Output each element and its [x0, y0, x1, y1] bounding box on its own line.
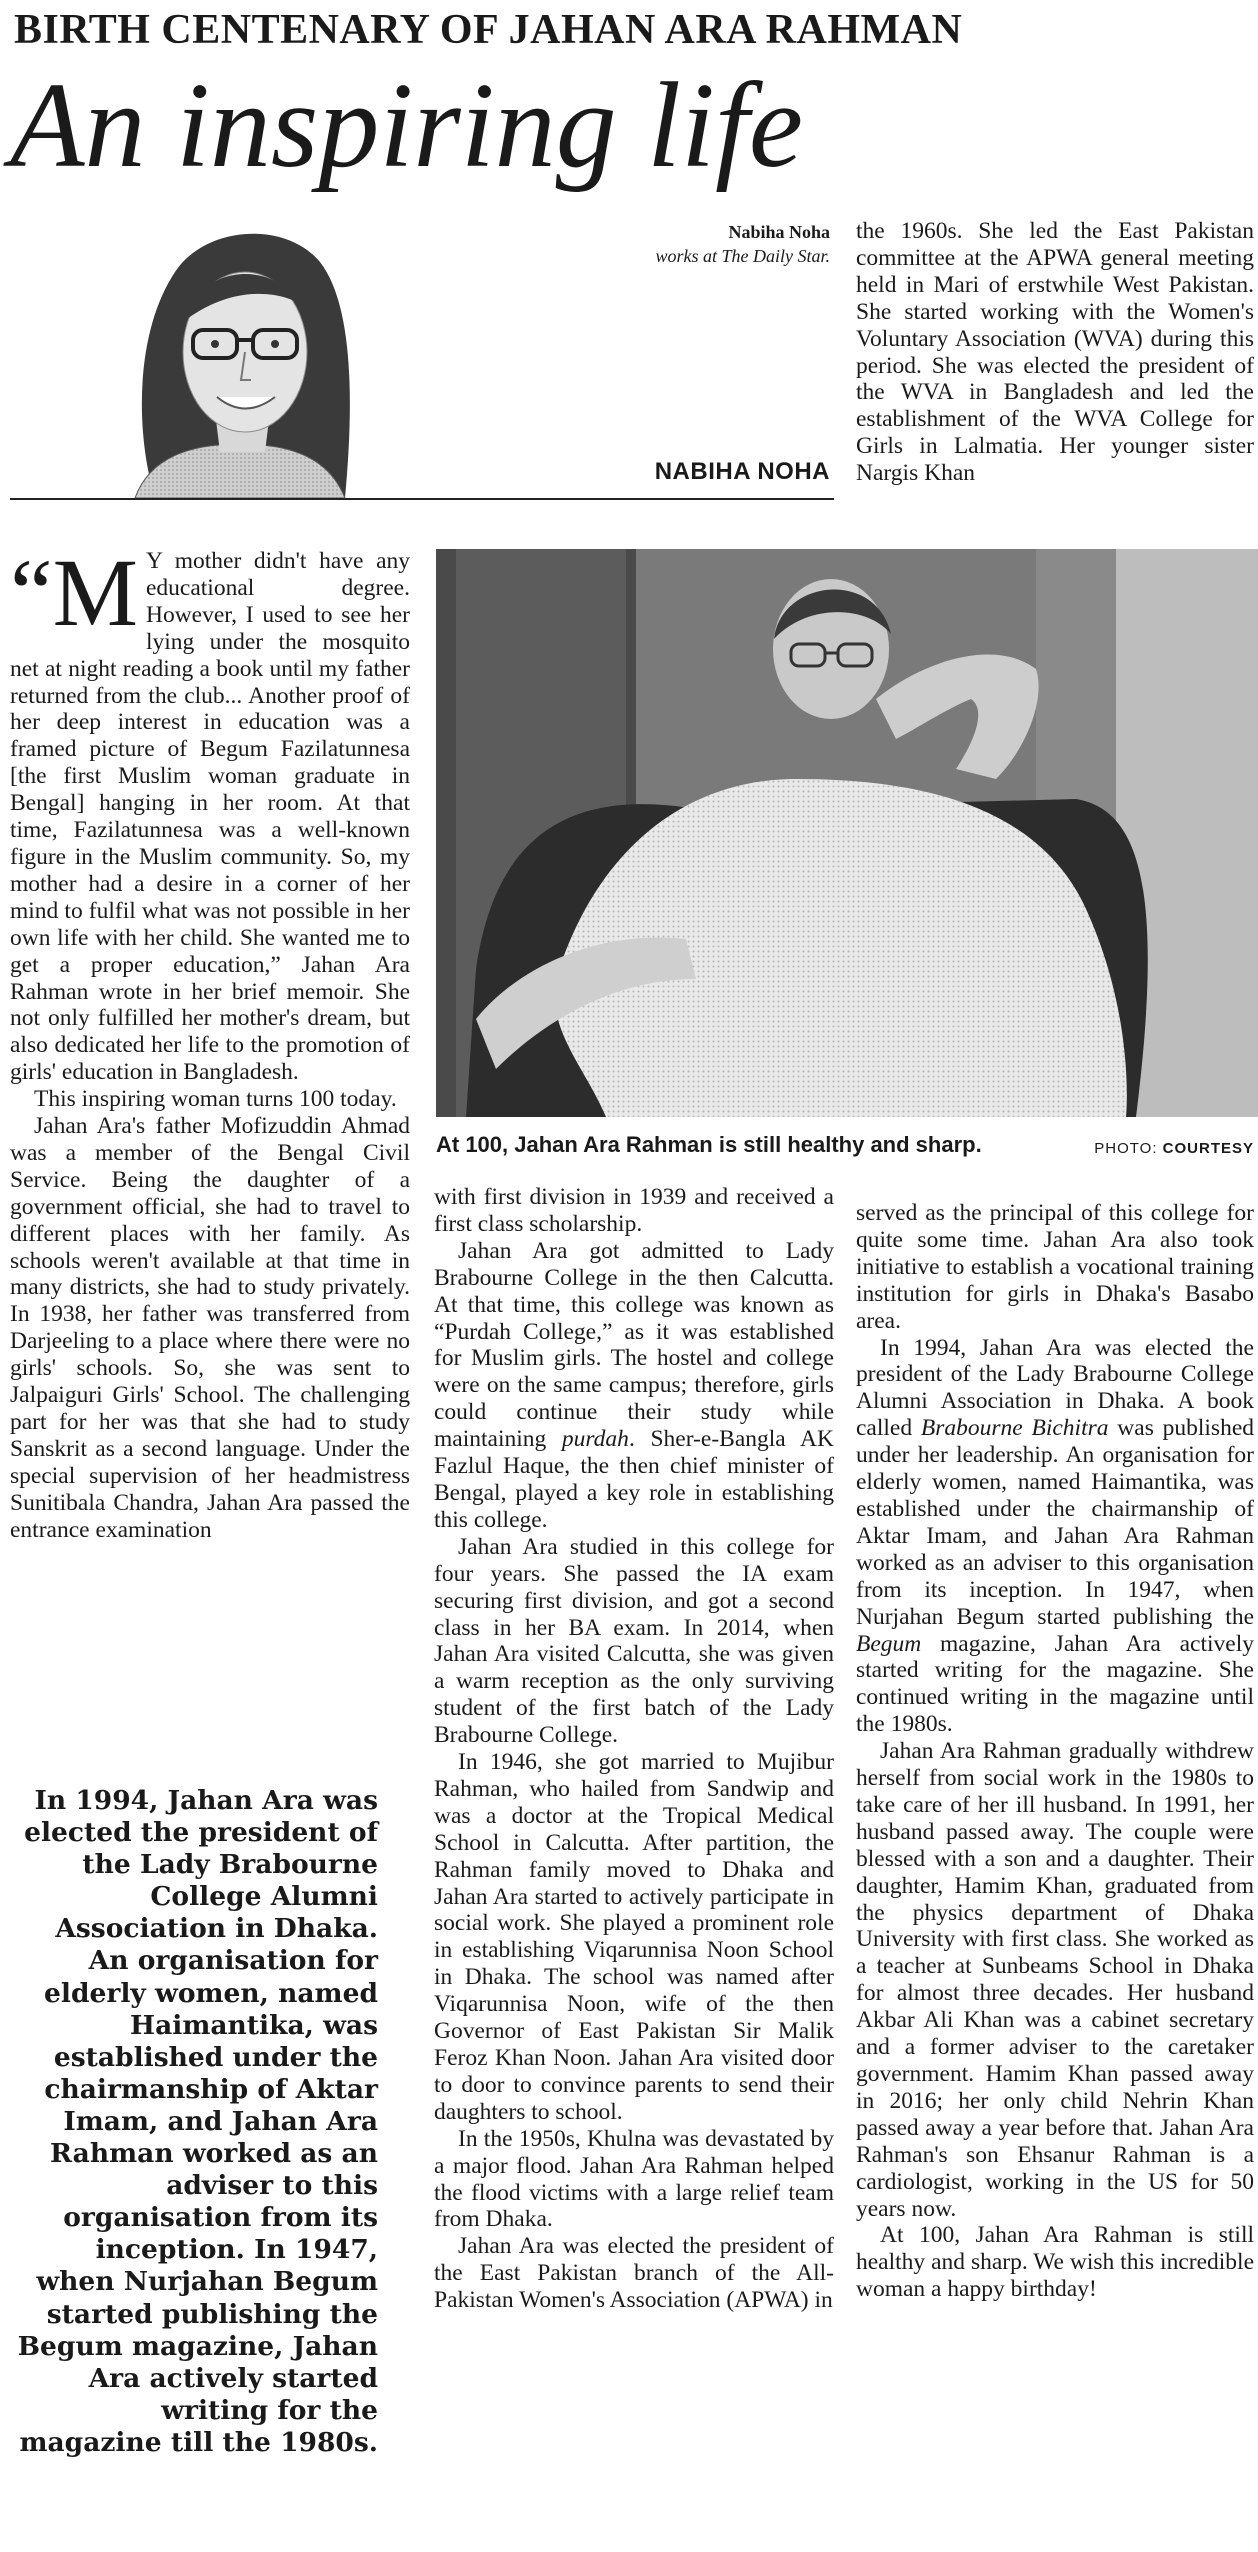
body-column-1: [10, 539, 410, 1544]
photo-credit: [1094, 1140, 1254, 1157]
paragraph: Jahan Ara was elected the president of the East Pakistan branch of the All-Pakistan Women's Association (APWA) in: [434, 2233, 834, 2314]
paragraph-text: . Sher-e-Bangla AK Fazlul Haque, the then chief minister of Bengal, played a key role in establishing this college.: [434, 1426, 834, 1533]
paragraph: [434, 1238, 834, 1534]
italic-title: Begum: [856, 1630, 922, 1657]
paragraph: In the 1950s, Khulna was devastated by a major flood. Jahan Ara Rahman helped the flood victims with a large relief team from Dhaka.: [434, 2125, 834, 2233]
intro-column: [856, 218, 1254, 487]
dropcap: “M: [10, 539, 138, 646]
paragraph-text: Jahan Ara got admitted to Lady Brabourne College in the then Calcutta. At that time, this college was known as “Purdah College,” as it was established for Muslim girls. The hostel and college were on the same campus; therefore, girls could continue their study while maintaining: [434, 1237, 834, 1453]
author-role: works at The Daily Star.: [655, 246, 830, 266]
author-name: Nabiha Noha: [728, 222, 830, 242]
paragraph-text: magazine, Jahan Ara actively started writing for the magazine. She continued writing in the magazine until the 1980s.: [856, 1630, 1254, 1738]
italic-term: purdah: [561, 1426, 629, 1453]
paragraph: with first division in 1939 and received a first class scholarship.: [434, 1184, 834, 1237]
paragraph-text: In 1994, Jahan Ara was elected the president of the Lady Brabourne College Alumni Association in Dhaka. A book called: [856, 1334, 1254, 1442]
paragraph: [10, 539, 410, 1086]
paragraph: In 1946, she got married to Mujibur Rahman, who hailed from Sandwip and was a doctor at the Tropical Medical School in Calcutta. After partition, the Rahman family moved to Dhaka and Jahan Ara started to actively participate in social work. She played a prominent role in establishing Viqarunnisa Noon School in Dhaka. The school was named after Viqarunnisa Noon, wife of the then Governor of East Pakistan Sir Malik Feroz Khan Noon. Jahan Ara visited door to door to convince parents to send their daughters to school.: [434, 1749, 834, 2125]
main-photo: [436, 549, 1258, 1117]
section-kicker: BIRTH CENTENARY OF JAHAN ARA RAHMAN: [14, 7, 963, 53]
paragraph: Jahan Ara's father Mofizuddin Ahmad was a member of the Bengal Civil Service. Being the daughter of a government official, she had to travel to different places with her family. As schools weren't available at that time in many districts, she had to study privately. In 1938, her father was transferred from Darjeeling to a place where there were no girls' schools. So, she was sent to Jalpaiguri Girls' School. The challenging part for her was that she had to study Sanskrit as a second language. Under the special supervision of her headmistress Sunitibala Chandra, Jahan Ara passed the entrance examination: [10, 1113, 410, 1543]
paragraph: Jahan Ara Rahman gradually withdrew herself from social work in the 1980s to take care of her ill husband. In 1991, her husband passed away. The couple were blessed with a son and a daughter. Their daughter, Hamim Khan, graduated from the physics department of Dhaka University with first class. She worked as a teacher at Sunbeams School in Dhaka for almost three decades. Her husband Akbar Ali Khan was a cabinet secretary and a former adviser to the caretaker government. Hamim Khan passed away in 2016; her only child Nehrin Khan passed away a year before that. Jahan Ara Rahman's son Ehsanur Rahman is a cardiologist, working in the US for 50 years now.: [856, 1738, 1254, 2222]
paragraph: [856, 1335, 1254, 1739]
paragraph: This inspiring woman turns 100 today.: [34, 1086, 397, 1113]
paragraph-text: Y mother didn't have any educational degree. However, I used to see her lying under the mosquito net at night reading a book until my father returned from the club... Another proof of her deep interest in education was a framed picture of Begum Fazilatunnesa [the first Muslim woman graduate in Bengal] hanging in her room. At that time, Fazilatunnesa was a well-known figure in the Muslim community. So, my mother had a desire in a corner of her mind to fulfil what was not possible in her own life with her child. She wanted me to get a proper education,” Jahan Ara Rahman wrote in her brief memoir. She not only fulfilled her mother's dream, but also dedicated her life to the promotion of girls' education in Bangladesh.: [10, 548, 410, 1086]
headline: An inspiring life: [10, 58, 803, 193]
photo-credit-label: PHOTO:: [1094, 1140, 1158, 1157]
photo-caption: At 100, Jahan Ara Rahman is still healthy and sharp.: [436, 1132, 982, 1157]
paragraph: Jahan Ara studied in this college for four years. She passed the IA exam securing first division, and got a second class in her BA exam. In 2014, when Jahan Ara visited Calcutta, she was given a warm reception as the only surviving student of the first batch of the Lady Brabourne College.: [434, 1533, 834, 1749]
italic-title: Brabourne Bichitra: [920, 1415, 1109, 1442]
paragraph: served as the principal of this college for quite some time. Jahan Ara also took initiative to establish a vocational training institution for girls in Dhaka's Basabo area.: [856, 1200, 1254, 1334]
paragraph: At 100, Jahan Ara Rahman is still healthy and sharp. We wish this incredible woman a happy birthday!: [856, 2222, 1254, 2303]
body-column-2: [434, 1184, 834, 2314]
author-portrait: [95, 212, 385, 498]
paragraph: the 1960s. She led the East Pakistan committee at the APWA general meeting held in Mari of erstwhile West Pakistan. She started working with the Women's Voluntary Association (WVA) during this period. She was elected the president of the WVA in Bangladesh and led the establishment of the WVA College for Girls in Lalmatia. Her younger sister Nargis Khan: [856, 218, 1254, 487]
pull-quote: In 1994, Jahan Ara was elected the president of the Lady Brabourne College Alumni Association in Dhaka. An organisation for elderly women, named Haimantika, was established under the chairmanship of Aktar Imam, and Jahan Ara Rahman worked as an adviser to this organisation from its inception. In 1947, when Nurjahan Begum started publishing the Begum magazine, Jahan Ara actively started writing for the magazine till the 1980s.: [17, 1785, 378, 2458]
photo-credit-value: COURTESY: [1162, 1140, 1254, 1157]
paragraph-text: was published under her leadership. An organisation for elderly women, named Haimantika, was established under the chairmanship of Aktar Imam, and Jahan Ara Rahman worked as an adviser to this organisation from its inception. In 1947, when Nurjahan Begum started publishing the: [856, 1415, 1255, 1630]
byline: NABIHA NOHA: [654, 458, 830, 485]
body-column-3: [856, 1200, 1254, 2303]
